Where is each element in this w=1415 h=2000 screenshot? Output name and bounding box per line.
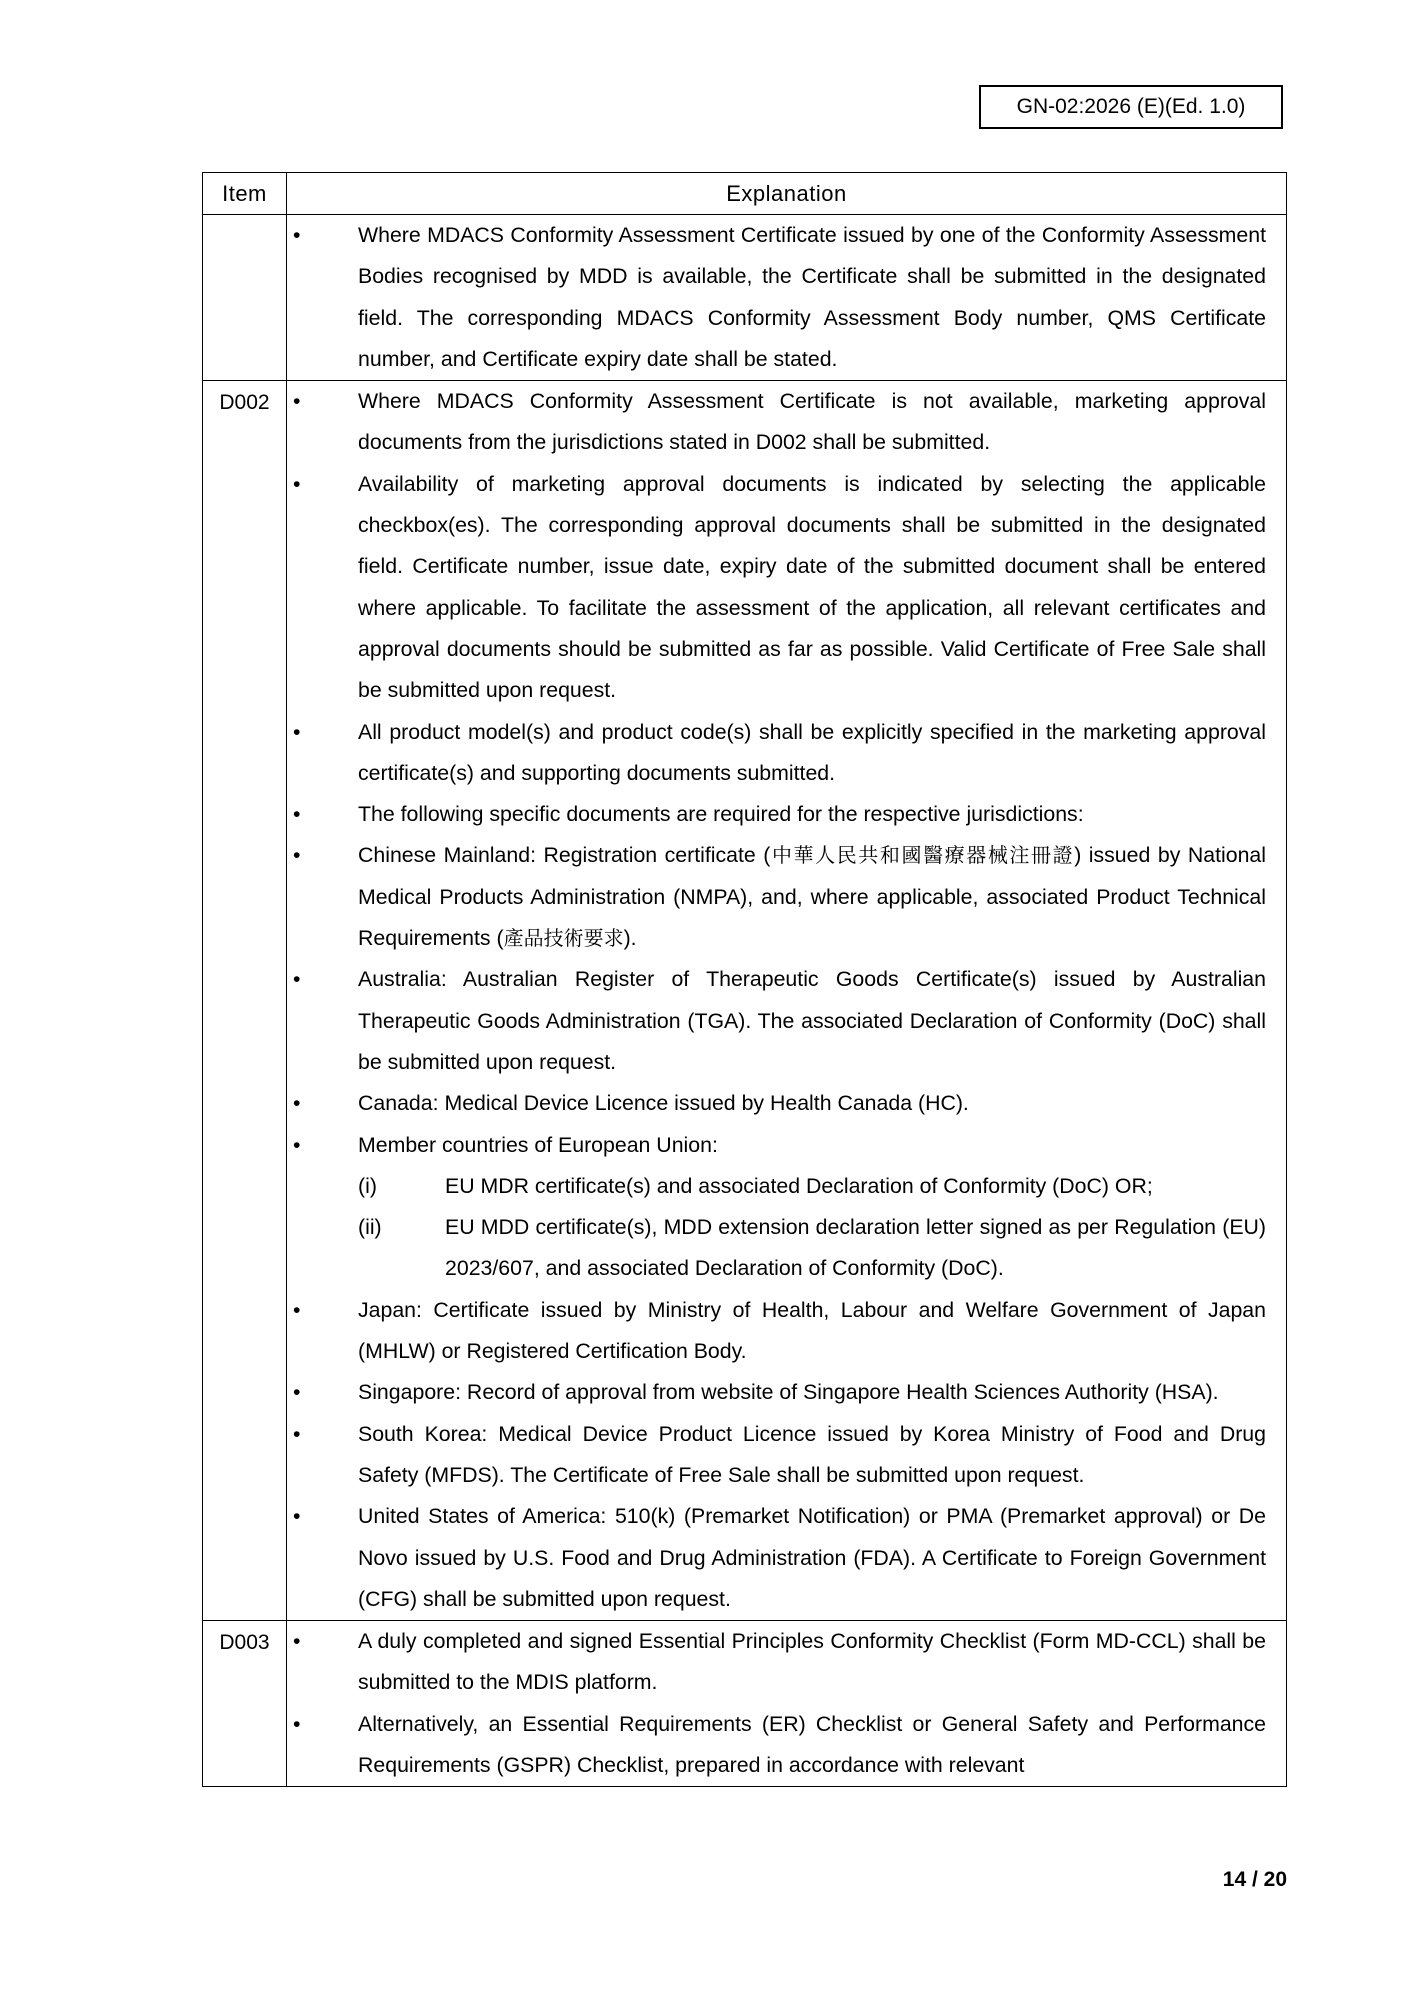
- jurisdiction-label: Australia:: [358, 967, 447, 992]
- bullet-icon: •: [293, 802, 301, 827]
- page-number: 14 / 20: [1222, 1868, 1287, 1891]
- jurisdiction-label: Japan:: [358, 1297, 422, 1322]
- explanation-cell: [287, 215, 1287, 381]
- jurisdiction-item-eu: [287, 1125, 1266, 1290]
- bullet-icon: •: [293, 1711, 301, 1736]
- document-reference: [979, 85, 1283, 129]
- bullet-icon: •: [293, 719, 301, 744]
- bullet-icon: •: [293, 967, 301, 992]
- list-item: • Where MDACS Conformity Assessment Certificate issued by one of the Conformity Assessment Bodies recognised by MDD is available, the Certificate shall be submitted in the designated field. The corresponding MDACS Conformity Assessment Body number, QMS Certificate number, and Certificate expiry date shall be stated.: [287, 215, 1266, 380]
- bullet-icon: •: [293, 1421, 301, 1446]
- jurisdiction-label: Canada:: [358, 1091, 439, 1116]
- bullet-icon: •: [293, 223, 301, 247]
- sub-list-item: (ii) EU MDD certificate(s), MDD extension declaration letter signed as per Regulation (EU) 2023/607, and associated Declaration of Conformity (DoC).: [358, 1207, 1266, 1290]
- list-item: • Where MDACS Conformity Assessment Certificate is not available, marketing approval documents from the jurisdictions stated in D002 shall be submitted.: [287, 381, 1266, 464]
- list-item: • A duly completed and signed Essential Principles Conformity Checklist (Form MD-CCL) shall be submitted to the MDIS platform.: [287, 1621, 1266, 1704]
- sub-item-number: (ii): [358, 1215, 382, 1240]
- bullet-icon: •: [293, 389, 301, 414]
- jurisdiction-label: Singapore:: [358, 1380, 462, 1405]
- sub-list-item: (i) EU MDR certificate(s) and associated Declaration of Conformity (DoC) OR;: [358, 1166, 1266, 1207]
- jurisdiction-label: South Korea:: [358, 1421, 488, 1446]
- table-row: [203, 381, 1287, 1621]
- jurisdiction-item-singapore: • Singapore: Record of approval from website of Singapore Health Sciences Authority (HSA).: [287, 1372, 1266, 1413]
- table-header-row: [203, 173, 1287, 215]
- item-cell: D002: [203, 381, 287, 1621]
- bullet-icon: •: [293, 1091, 301, 1116]
- jurisdiction-item-canada: • Canada: Medical Device Licence issued by Health Canada (HC).: [287, 1083, 1266, 1124]
- explanation-cell: [287, 381, 1287, 1621]
- jurisdiction-label: Chinese Mainland:: [358, 843, 536, 868]
- sub-item-number: (i): [358, 1173, 377, 1198]
- jurisdiction-item-japan: • Japan: Certificate issued by Ministry of Health, Labour and Welfare Government of Japan (MHLW) or Registered Certification Body.: [287, 1290, 1266, 1373]
- jurisdiction-item-usa: • United States of America: 510(k) (Premarket Notification) or PMA (Premarket approval) or De Novo issued by U.S. Food and Drug Administration (FDA). A Certificate to Foreign Government (CFG) shall be submitted upon request.: [287, 1496, 1266, 1620]
- item-column-header: Item: [203, 173, 287, 215]
- jurisdiction-item-south-korea: • South Korea: Medical Device Product Licence issued by Korea Ministry of Food and Drug Safety (MFDS). The Certificate of Free Sale shall be submitted upon request.: [287, 1414, 1266, 1497]
- bullet-icon: •: [293, 1504, 301, 1529]
- bullet-icon: •: [293, 1132, 301, 1157]
- jurisdiction-label: United States of America:: [358, 1504, 607, 1529]
- explanation-column-header: Explanation: [287, 173, 1287, 215]
- list-item: • The following specific documents are required for the respective jurisdictions:: [287, 794, 1266, 835]
- item-cell: D003: [203, 1621, 287, 1787]
- bullet-icon: •: [293, 1297, 301, 1322]
- bullet-icon: •: [293, 1380, 301, 1405]
- bullet-icon: •: [293, 1629, 301, 1654]
- bullet-icon: •: [293, 843, 301, 868]
- explanation-cell: [287, 1621, 1287, 1787]
- jurisdiction-item-australia: • Australia: Australian Register of Therapeutic Goods Certificate(s) issued by Australian Therapeutic Goods Administration (TGA). The associated Declaration of Conformity (DoC) shall be submitted upon request.: [287, 959, 1266, 1083]
- table-row: [203, 215, 1287, 381]
- list-item: • Alternatively, an Essential Requirements (ER) Checklist or General Safety and Performance Requirements (GSPR) Checklist, prepared in accordance with relevant: [287, 1704, 1266, 1787]
- list-item: • All product model(s) and product code(s) shall be explicitly specified in the marketing approval certificate(s) and supporting documents submitted.: [287, 712, 1266, 795]
- jurisdiction-item-chinese-mainland: • Chinese Mainland: Registration certificate (中華人民共和國醫療器械注冊證) issued by National Medical Products Administration (NMPA), and, where applicable, associated Product Technical Requirements (產品技術要求).: [287, 835, 1266, 959]
- table-row: [203, 1621, 1287, 1787]
- list-item: • Availability of marketing approval documents is indicated by selecting the applicable checkbox(es). The corresponding approval documents shall be submitted in the designated field. Certificate number, issue date, expiry date of the submitted document shall be entered where applicable. To facilitate the assessment of the application, all relevant certificates and approval documents should be submitted as far as possible. Valid Certificate of Free Sale shall be submitted upon request.: [287, 464, 1266, 712]
- document-reference-text: GN-02:2026 (E)(Ed. 1.0): [1016, 95, 1246, 118]
- item-cell: [203, 215, 287, 381]
- guidance-table: [202, 172, 1287, 1787]
- jurisdiction-label: Member countries of European Union:: [358, 1132, 718, 1157]
- bullet-icon: •: [293, 471, 301, 496]
